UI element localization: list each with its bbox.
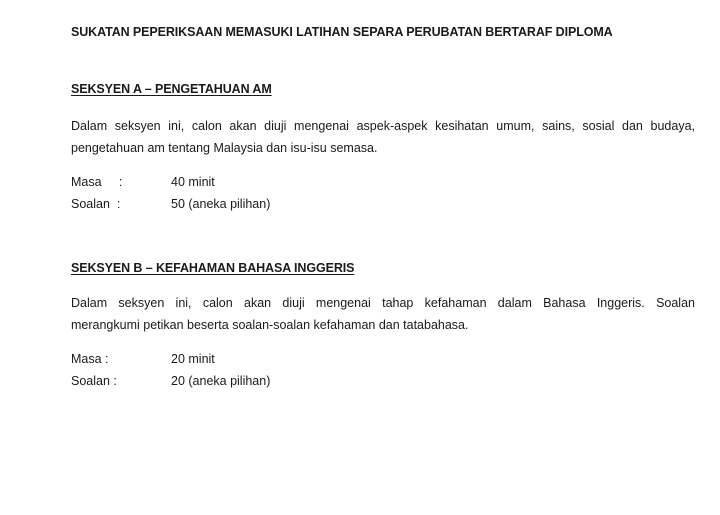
- section-a-questions-row: [71, 197, 270, 211]
- questions-value: 50 (aneka pilihan): [171, 197, 271, 211]
- section-b-heading: SEKSYEN B – KEFAHAMAN BAHASA INGGERIS: [71, 261, 355, 275]
- section-b-paragraph-line: merangkumi petikan beserta soalan-soalan kefahaman dan tatabahasa.: [71, 318, 469, 332]
- questions-label: Soalan :: [71, 197, 121, 211]
- duration-value: 20 minit: [171, 352, 215, 366]
- section-a-paragraph-line: Dalam seksyen ini, calon akan diuji mengenai aspek-aspek kesihatan umum, sains, sosial dan budaya,: [71, 119, 695, 133]
- section-b-questions-row: [71, 374, 270, 388]
- section-a-paragraph: [71, 115, 695, 159]
- questions-label: Soalan :: [71, 374, 117, 388]
- section-a-duration-row: [71, 175, 215, 189]
- section-a-heading: SEKSYEN A – PENGETAHUAN AM: [71, 82, 272, 96]
- section-b-duration-row: [71, 352, 215, 366]
- duration-label: Masa :: [71, 352, 109, 366]
- duration-label: Masa :: [71, 175, 123, 189]
- duration-value: 40 minit: [171, 175, 215, 189]
- section-b-paragraph-line: Dalam seksyen ini, calon akan diuji mengenai tahap kefahaman dalam Bahasa Inggeris. Soalan: [71, 296, 695, 310]
- section-b-paragraph: [71, 292, 695, 336]
- document-title: SUKATAN PEPERIKSAAN MEMASUKI LATIHAN SEPARA PERUBATAN BERTARAF DIPLOMA: [71, 25, 613, 39]
- section-a-paragraph-line: pengetahuan am tentang Malaysia dan isu-isu semasa.: [71, 141, 378, 155]
- questions-value: 20 (aneka pilihan): [171, 374, 271, 388]
